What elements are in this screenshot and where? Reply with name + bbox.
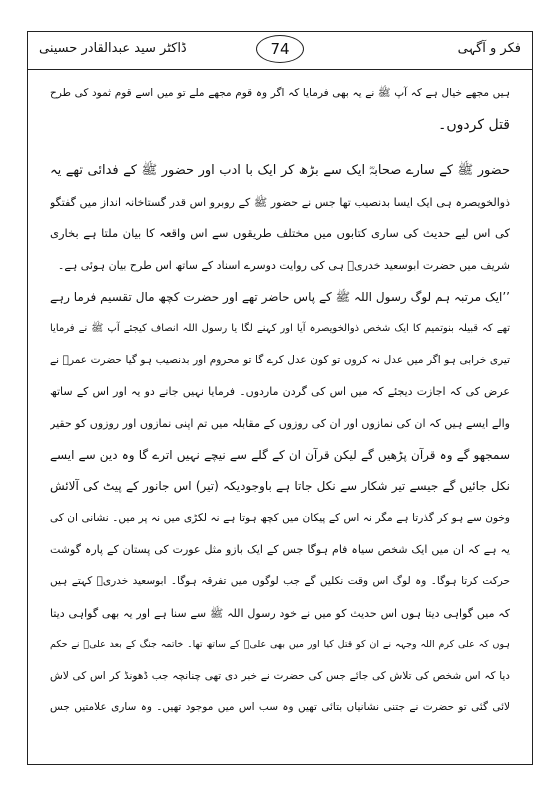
quote-line: ہوں کہ علی کرم اللہ وجہہ نے ان کو قتل کیا اور میں بھی علیؓ کے ساتھ تھا۔ خاتمہ جنگ کے بعد علیؓ نے حکم [50,639,510,651]
text-line: قتل کردوں۔ [438,116,510,133]
header-rule [27,69,533,70]
quote-line: سمجھو گے وہ قرآن پڑھیں گے لیکن قرآن ان کے گلے سے نیچے نہیں اترے گا وہ دین سے ایسے [50,447,510,462]
quote-line: والے ایسے ہیں کہ ان کی نمازوں اور ان کی روزوں کے مقابلہ میں تم اپنی نمازوں اور روزوں کو حقیر [50,416,510,430]
quote-line: تیری خرابی ہو اگر میں عدل نہ کروں تو کون عدل کرے گا تو محروم اور بدنصیب ہو گیا حضرت عمرؓ نے [50,353,510,366]
author-name: ڈاکٹر سید عبدالقادر حسینی [39,41,187,56]
quote-line: لائی گئی تو حضرت نے جتنی نشانیاں بتائی تھیں وہ سب اس میں موجود تھیں۔ وہ ساری علامتیں جس [50,701,510,714]
text-line: ذوالخویصرہ ہی ایک ایسا بدنصیب تھا جس نے حضور ﷺ کے روبرو اس قدر گستاخانہ انداز میں گفتگو [50,195,510,209]
quote-line: تھے کہ قبیلہ بنوتمیم کا ایک شخص ذوالخویصرہ آیا اور کہنے لگا یا رسول اللہ انصاف کیجئے آپ ﷺ نے فرمایا [50,323,510,335]
text-line: شریف میں حضرت ابوسعید خدریؓ ہی کی روایت دوسرے اسناد کے ساتھ اس طرح بیان ہوئی ہے۔ [57,258,510,272]
quote-line: حرکت کرتا ہوگا۔ وہ لوگ اس وقت نکلیں گے جب لوگوں میں تفرقہ ہوگا۔ ابوسعید خدریؓ کہتے ہیں [50,574,510,587]
quote-line: وخون سے ہو کر گذرتا ہے مگر نہ اس کے پیکان میں کچھ ہوتا ہے نہ لکڑی میں نہ پر میں۔ نشانی ان کی [50,511,510,524]
book-title: فکر و آگہی [457,41,521,56]
quote-line: کہ میں گواہی دیتا ہوں اس حدیث کو میں نے خود رسول اللہ ﷺ سے سنا ہے اور یہ بھی گواہی دیتا [50,606,510,620]
quote-line: نکل جائیں گے جیسے تیر شکار سے نکل جاتا ہے باوجودیکہ (تیر) اس جانور کے پیٹ کی آلائش [50,479,510,494]
text-line: کی اس لیے حدیث کی ساری کتابوں میں مختلف طریقوں سے اس واقعہ کا بیان ملتا ہے بخاری [50,226,510,241]
page-body [50,78,510,724]
text-line: حضور ﷺ کے سارے صحابہؓ ایک سے بڑھ کر ایک با ادب اور حضور ﷺ کے فدائی تھے یہ [50,163,510,179]
page-number: 74 [256,35,304,63]
text-line: ہیں مجھے خیال ہے کہ آپ ﷺ نے یہ بھی فرمایا کہ اگر وہ قوم مجھے ملے تو میں اسے قوم ثمود کی طرح [50,87,510,99]
quote-line: دیا کہ اس شخص کی تلاش کی جائے جس کی حضرت نے خبر دی تھی چنانچہ جب ڈھونڈ کر اس کی لاش [50,669,510,682]
quote-line: ’’ایک مرتبہ ہم لوگ رسول اللہ ﷺ کے پاس حاضر تھے اور حضرت کچھ مال تقسیم فرما رہے [50,289,510,304]
page-header [27,31,533,69]
quote-line: عرض کی کہ اجازت دیجئے کہ میں اس کی گردن ماردوں۔ فرمایا نہیں جانے دو یہ اور اس کے ساتھ [50,385,510,399]
quote-line: یہ ہے کہ ان میں ایک شخص سیاہ فام ہوگا جس کے ایک بازو مثل عورت کی پستان کے پارہ گوشت [50,543,510,557]
